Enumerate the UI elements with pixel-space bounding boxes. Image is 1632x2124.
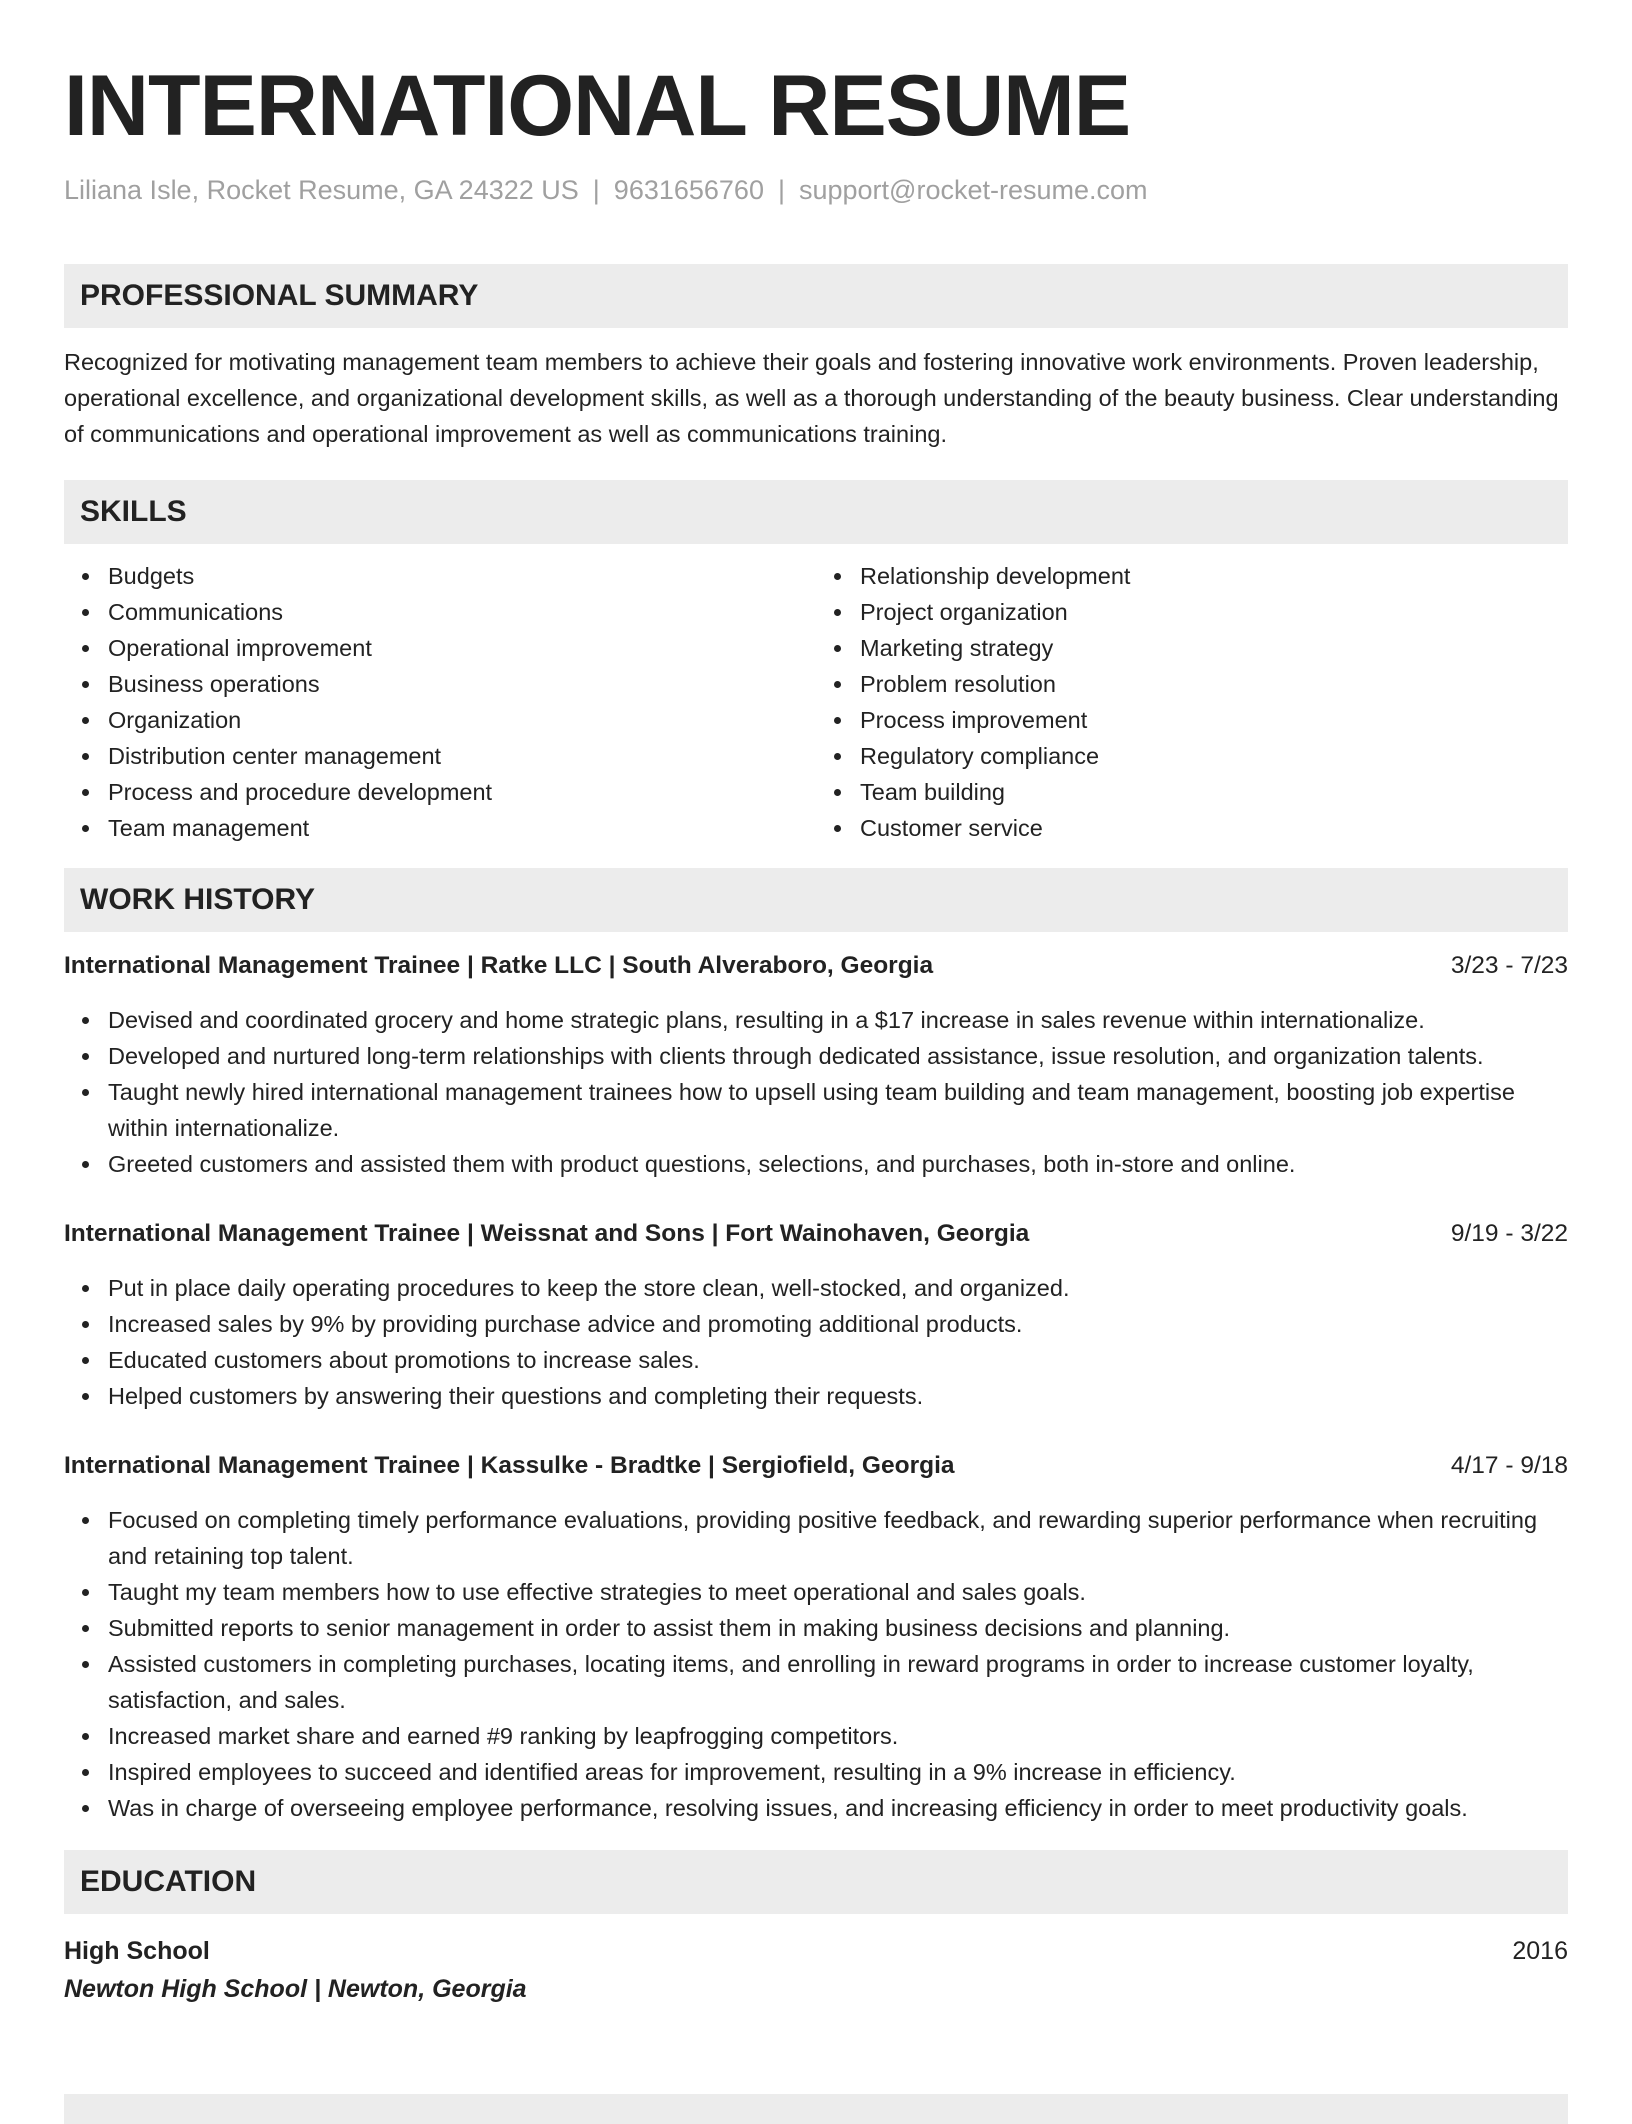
list-item: Greeted customers and assisted them with product questions, selections, and purchases, both in-store and online. [108,1146,1568,1182]
job-dates: 3/23 - 7/23 [1450,952,1568,979]
job-dates: 9/19 - 3/22 [1450,1220,1568,1247]
job-title: International Management Trainee | Weissnat and Sons | Fort Wainohaven, Georgia [64,1220,1030,1247]
work-history-list [64,948,1568,1826]
contact-separator: | [592,175,600,205]
list-item: Inspired employees to succeed and identified areas for improvement, resulting in a 9% increase in efficiency. [108,1754,1568,1790]
contact-address: Liliana Isle, Rocket Resume, GA 24322 US [64,175,579,205]
next-section-bar [64,2094,1568,2124]
contact-separator: | [777,175,785,205]
list-item: Devised and coordinated grocery and home strategic plans, resulting in a $17 increase in sales revenue within internationalize. [108,1002,1568,1038]
list-item: Problem resolution [860,666,1568,702]
list-item: Relationship development [860,558,1568,594]
job-header [64,1448,1568,1484]
list-item: Regulatory compliance [860,738,1568,774]
skills-right-list [816,558,1568,846]
summary-text: Recognized for motivating management team members to achieve their goals and fostering innovative work environments. Proven leadership, operational excellence, and organizational development skills, as well as a thorough understanding of the beauty business. Clear understanding of communications and operational improvement as well as communications training. [64,349,1559,447]
summary-heading: PROFESSIONAL SUMMARY [64,264,1568,328]
education-school: Newton High School | Newton, Georgia [64,1975,527,2003]
list-item: Project organization [860,594,1568,630]
list-item: Distribution center management [108,738,816,774]
job-header [64,1216,1568,1252]
list-item: Communications [108,594,816,630]
job-bullets [64,1002,1568,1182]
list-item: Business operations [108,666,816,702]
job-dates: 4/17 - 9/18 [1450,1452,1568,1479]
list-item: Increased market share and earned #9 ranking by leapfrogging competitors. [108,1718,1568,1754]
list-item: Helped customers by answering their questions and completing their requests. [108,1378,1568,1414]
job-entry [64,1448,1568,1826]
job-header [64,948,1568,984]
work-heading: WORK HISTORY [64,868,1568,932]
job-title: International Management Trainee | Kassulke - Bradtke | Sergiofield, Georgia [64,1452,955,1479]
skills-columns [64,558,1568,846]
contact-email: support@rocket-resume.com [798,175,1148,205]
list-item: Team building [860,774,1568,810]
list-item: Focused on completing timely performance evaluations, providing positive feedback, and rewarding superior performance when recruiting and retaining top talent. [108,1502,1568,1574]
job-bullets [64,1270,1568,1414]
list-item: Process improvement [860,702,1568,738]
job-bullets [64,1502,1568,1826]
list-item: Taught my team members how to use effective strategies to meet operational and sales goals. [108,1574,1568,1610]
list-item: Was in charge of overseeing employee performance, resolving issues, and increasing efficiency in order to meet productivity goals. [108,1790,1568,1826]
job-title: International Management Trainee | Ratke LLC | South Alveraboro, Georgia [64,952,934,979]
list-item: Developed and nurtured long-term relationships with clients through dedicated assistance, issue resolution, and organization talents. [108,1038,1568,1074]
list-item: Put in place daily operating procedures to keep the store clean, well-stocked, and organized. [108,1270,1568,1306]
list-item: Team management [108,810,816,846]
education-degree: High School [64,1937,210,1965]
list-item: Marketing strategy [860,630,1568,666]
list-item: Educated customers about promotions to increase sales. [108,1342,1568,1378]
list-item: Taught newly hired international management trainees how to upsell using team building and team management, boosting job expertise within internationalize. [108,1074,1568,1146]
list-item: Customer service [860,810,1568,846]
list-item: Process and procedure development [108,774,816,810]
skills-heading: SKILLS [64,480,1568,544]
list-item: Organization [108,702,816,738]
skills-left-list [64,558,816,846]
job-entry [64,1216,1568,1414]
list-item: Submitted reports to senior management in order to assist them in making business decisions and planning. [108,1610,1568,1646]
list-item: Operational improvement [108,630,816,666]
education-header [64,1932,1568,1970]
list-item: Increased sales by 9% by providing purchase advice and promoting additional products. [108,1306,1568,1342]
contact-line [64,172,1568,208]
education-year: 2016 [1512,1937,1568,1965]
education-heading: EDUCATION [64,1850,1568,1914]
contact-phone: 9631656760 [613,175,764,205]
list-item: Assisted customers in completing purchases, locating items, and enrolling in reward programs in order to increase customer loyalty, satisfaction, and sales. [108,1646,1568,1718]
list-item: Budgets [108,558,816,594]
job-entry [64,948,1568,1182]
resume-title: INTERNATIONAL RESUME [64,58,1131,154]
